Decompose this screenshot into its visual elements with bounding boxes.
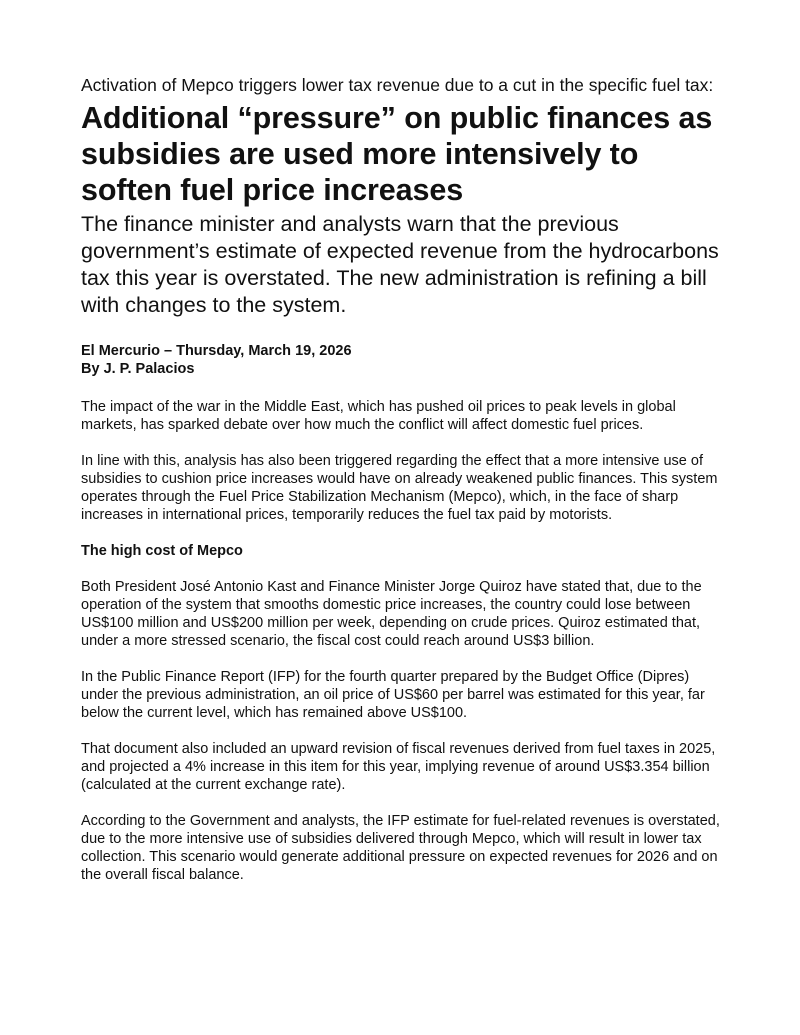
article-headline: Additional “pressure” on public finances as subsidies are used more intensively to soften fuel price increases: [81, 101, 713, 207]
article-subheadline: The finance minister and analysts warn that the previous government’s estimate of expected revenue from the hydrocarbons tax this year is overstated. The new administration is refining a bill with changes to the system.: [81, 212, 719, 317]
paragraph: That document also included an upward revision of fiscal revenues derived from fuel taxes in 2025, and projected a 4% increase in this item for this year, implying revenue of around US$3.354 billion (calculated at the current exchange rate).: [81, 741, 716, 793]
paragraph: According to the Government and analysts, the IFP estimate for fuel-related revenues is overstated, due to the more intensive use of subsidies delivered through Mepco, which will result in lower tax collection. This scenario would generate additional pressure on expected revenues for 2026 and on the overall fiscal balance.: [81, 813, 720, 883]
paragraph: In line with this, analysis has also been triggered regarding the effect that a more intensive use of subsidies to cushion price increases would have on already weakened public finances. This system operates through the Fuel Price Stabilization Mechanism (Mepco), which, in the face of sharp increases in international prices, temporarily reduces the fuel tax paid by motorists.: [81, 453, 718, 523]
source-date: El Mercurio – Thursday, March 19, 2026: [81, 343, 352, 359]
paragraph: Both President José Antonio Kast and Finance Minister Jorge Quiroz have stated that, due to the operation of the system that smooths domestic price increases, the country could lose between US$100 million and US$200 million per week, depending on crude prices. Quiroz estimated that, under a more stressed scenario, the fiscal cost could reach around US$3 billion.: [81, 579, 702, 649]
author: By J. P. Palacios: [81, 361, 195, 377]
paragraph: In the Public Finance Report (IFP) for the fourth quarter prepared by the Budget Office (Dipres) under the previous administration, an oil price of US$60 per barrel was estimated for this year, far below the current level, which has remained above US$100.: [81, 669, 705, 721]
article: [81, 74, 721, 884]
section-heading: The high cost of Mepco: [81, 543, 243, 559]
byline: [81, 342, 721, 378]
paragraph: The impact of the war in the Middle East, which has pushed oil prices to peak levels in global markets, has sparked debate over how much the conflict will affect domestic fuel prices.: [81, 399, 676, 433]
article-kicker: Activation of Mepco triggers lower tax revenue due to a cut in the specific fuel tax:: [81, 75, 714, 95]
